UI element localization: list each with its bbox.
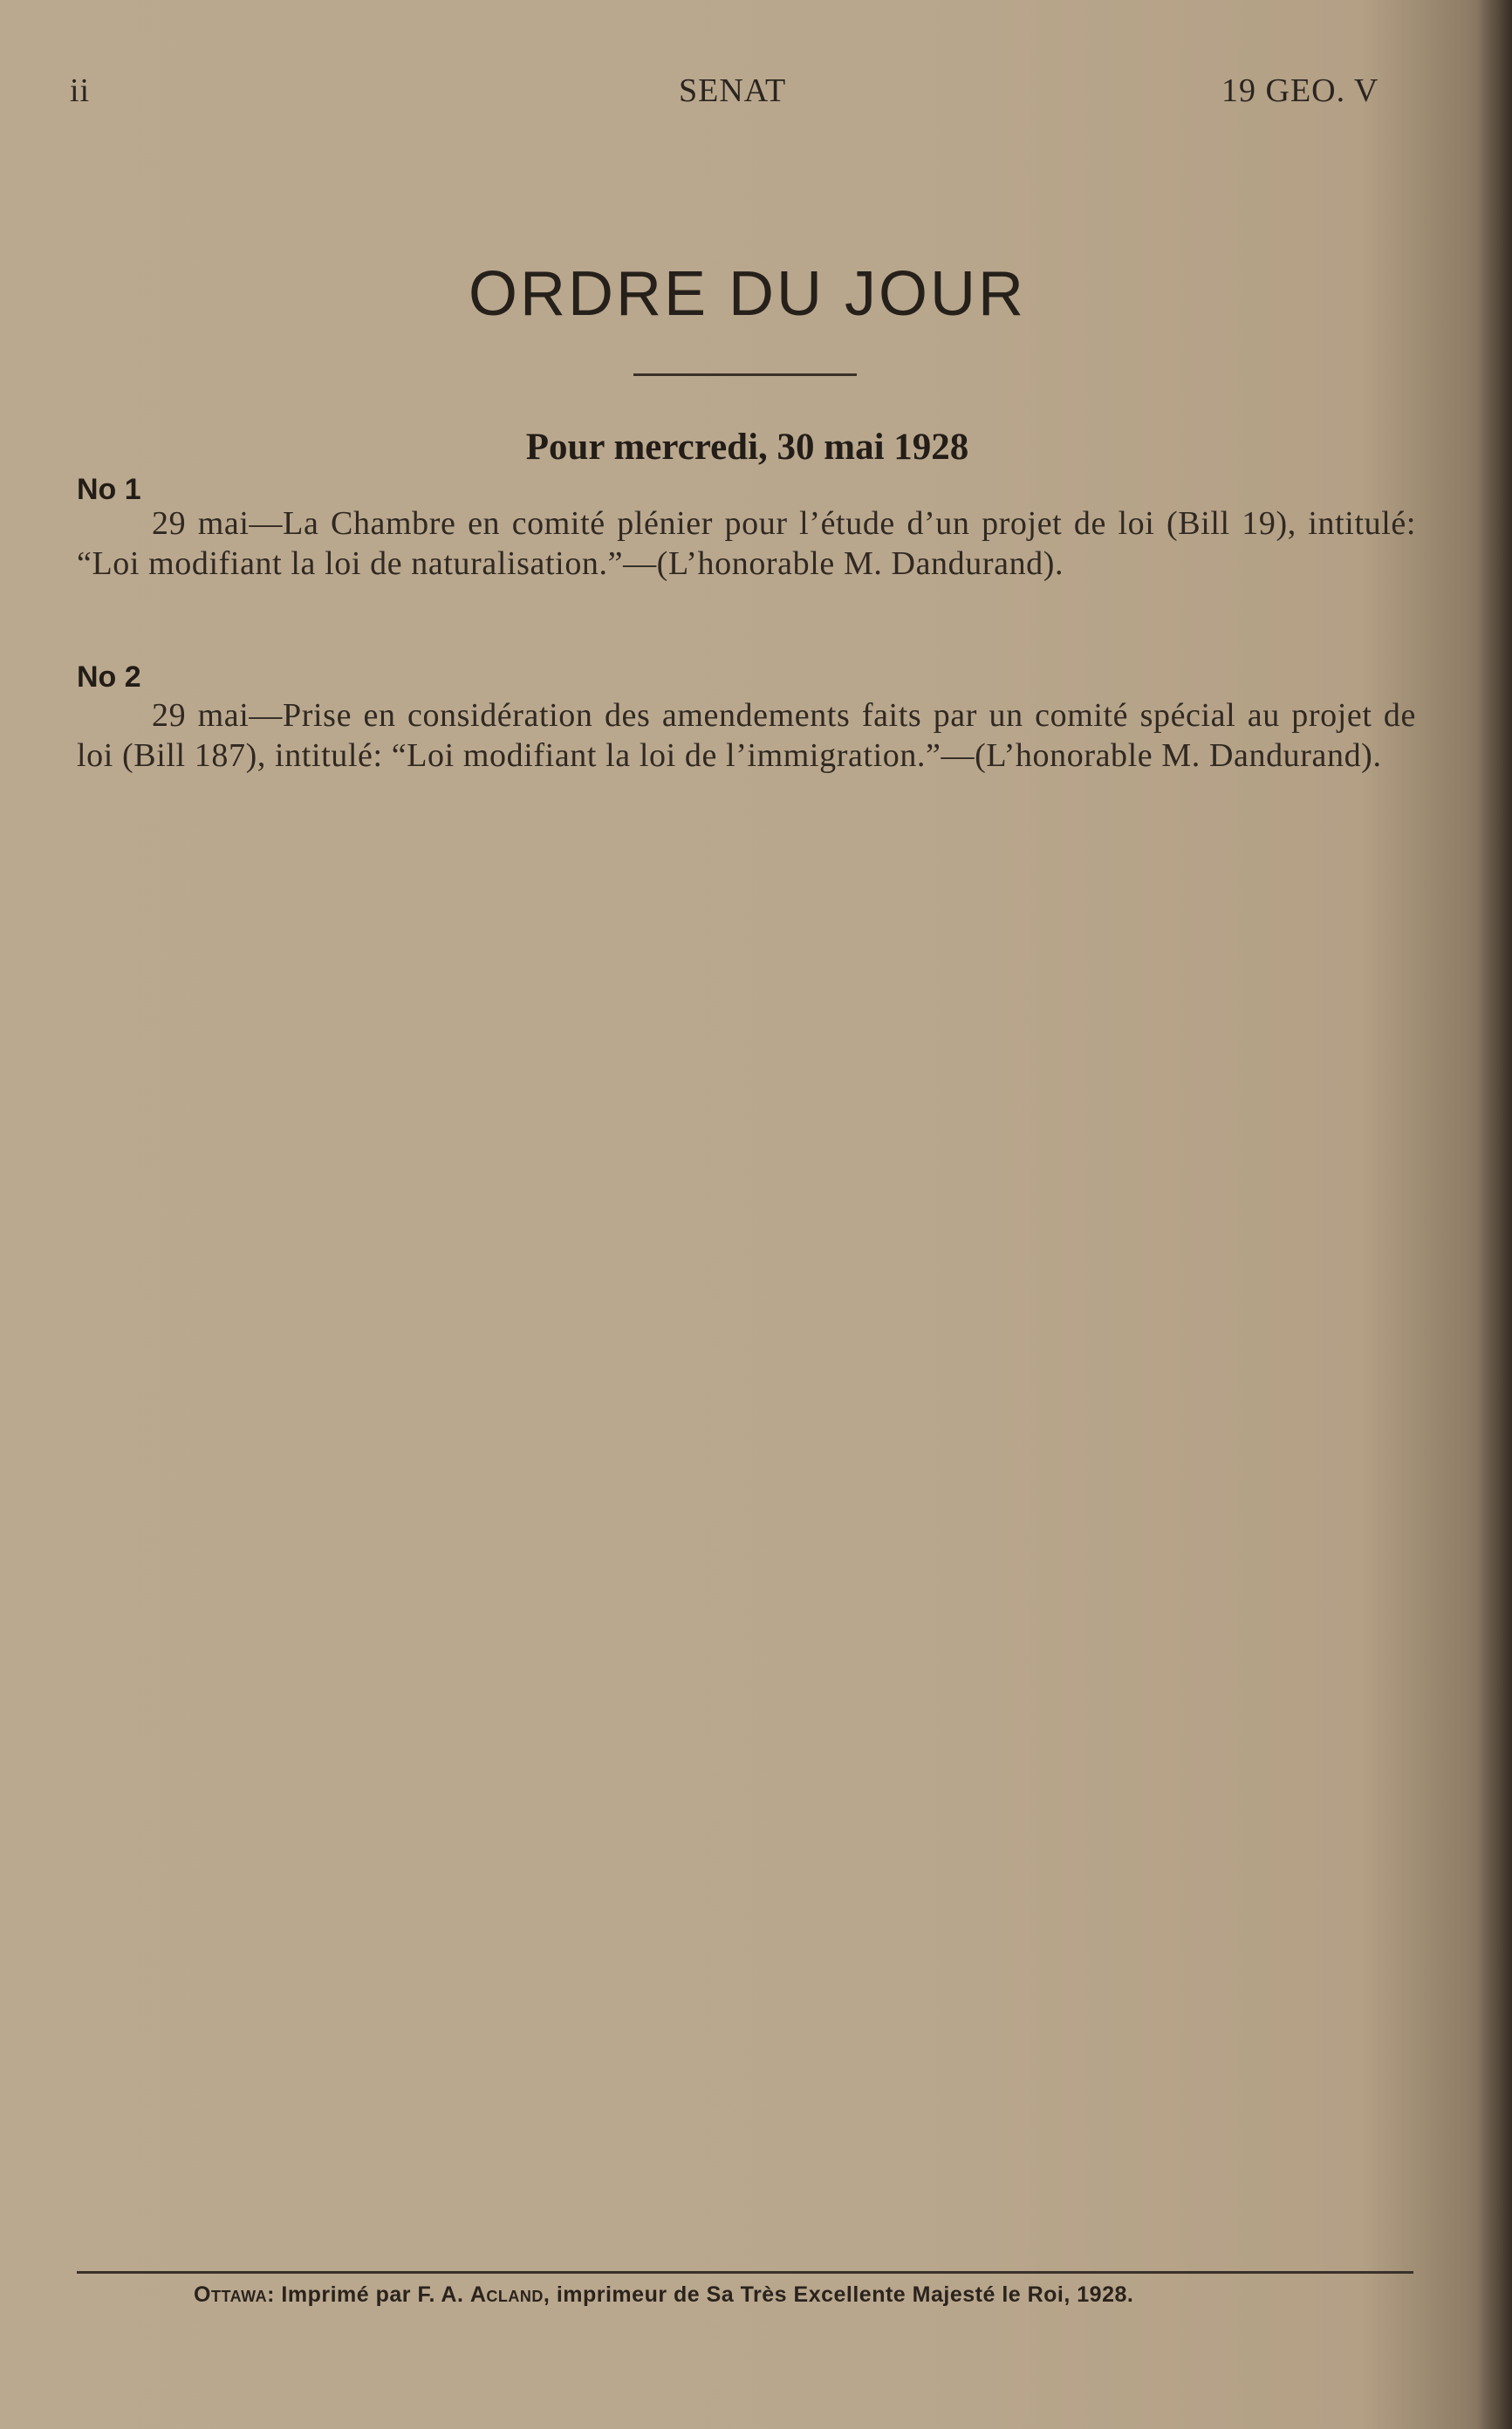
footer-divider: [77, 2271, 1413, 2274]
item-1-label: No 1: [77, 473, 141, 506]
running-head-title: SENAT: [679, 72, 787, 109]
running-head: [0, 72, 1512, 115]
page-edge-shadow: [1477, 0, 1512, 2429]
title-divider: [633, 373, 857, 376]
imprint-rest: imprimeur de Sa Très Excellente Majesté le Roi, 1928.: [556, 2282, 1134, 2307]
imprint-city: Ottawa: [194, 2282, 268, 2307]
page-title: ORDRE DU JOUR: [468, 259, 1026, 329]
printer-imprint: Ottawa: Imprimé par F. A. Acland, imprimeur de Sa Très Excellente Majesté le Roi, 1928.: [194, 2282, 1134, 2307]
item-1-text: 29 mai—La Chambre en comité plénier pour l’étude d’un projet de loi (Bill 19), intitulé: “Loi modifiant la loi de naturalisation.”—(L’honorable M. Dandurand).: [77, 505, 1416, 582]
date-heading: Pour mercredi, 30 mai 1928: [525, 427, 969, 468]
item-2-label: No 2: [77, 660, 141, 694]
session-reference: 19 GEO. V: [1221, 72, 1379, 109]
imprint-printed-by: Imprimé par F. A.: [281, 2282, 464, 2307]
page-number: ii: [70, 72, 91, 109]
imprint-printer-name: Acland: [469, 2282, 544, 2307]
item-2-text: 29 mai—Prise en considération des amendements faits par un comité spécial au projet de loi (Bill 187), intitulé: “Loi modifiant la loi de l’immigration.”—(L’honorable M. Dandurand).: [77, 697, 1416, 774]
